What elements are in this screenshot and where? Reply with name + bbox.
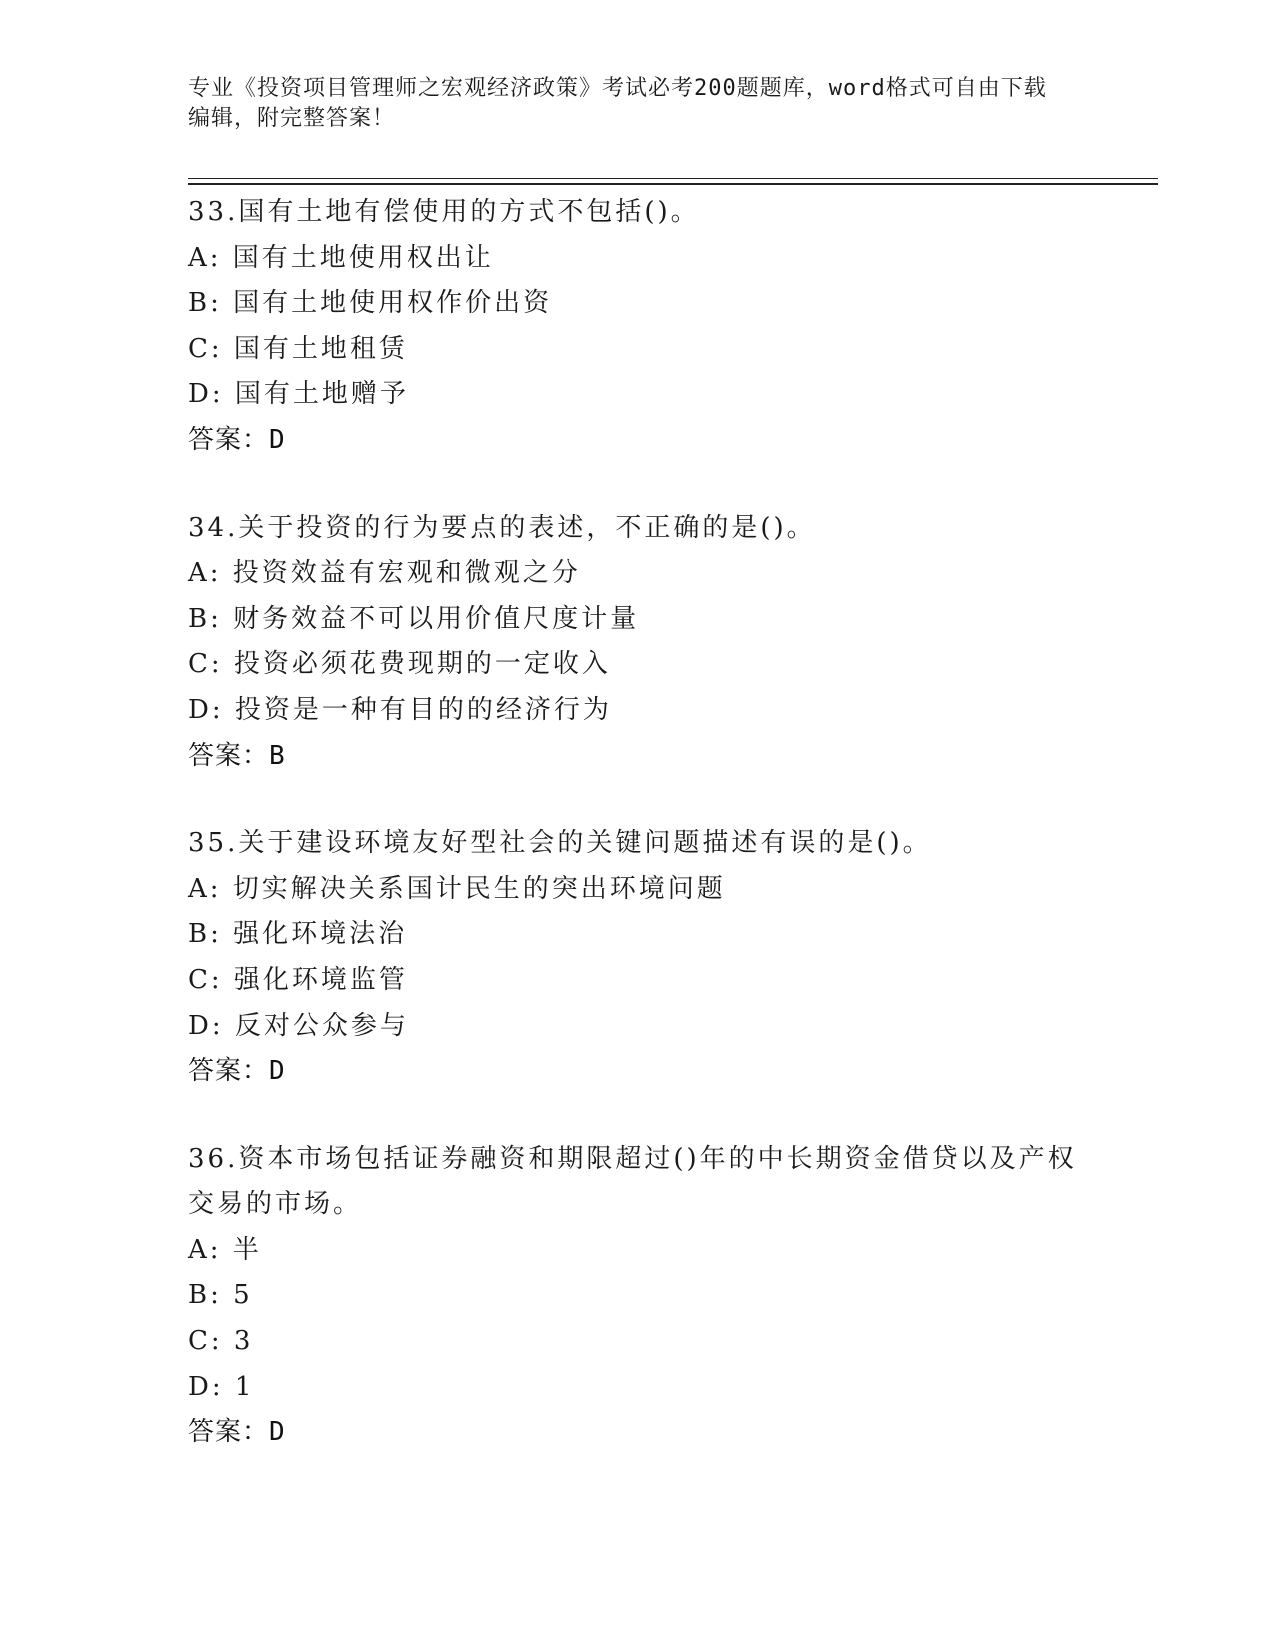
option-a: A: 投资效益有宏观和微观之分 <box>188 558 581 589</box>
option-d: D: 1 <box>188 1371 255 1402</box>
option-a: A: 国有土地使用权出让 <box>188 242 494 273</box>
option-a: A: 切实解决关系国计民生的突出环境问题 <box>188 873 726 904</box>
document-intro: 专业《投资项目管理师之宏观经济政策》考试必考200题题库，word格式可自由下载编辑，附完整答案！ <box>188 76 1047 131</box>
question-list <box>188 190 1088 1498</box>
option-b: B: 5 <box>188 1280 253 1311</box>
answer-label: 答案： <box>188 1417 270 1448</box>
question-stem: 36.资本市场包括证券融资和期限超过()年的中长期资金借贷以及产权交易的市场。 <box>188 1143 1077 1220</box>
option-d: D: 国有土地赠予 <box>188 379 409 410</box>
answer-value: B <box>269 740 286 771</box>
option-d: D: 反对公众参与 <box>188 1010 409 1041</box>
answer-line <box>188 1049 1088 1095</box>
question-stem: 33.国有土地有偿使用的方式不包括()。 <box>188 197 700 227</box>
option-b: B: 财务效益不可以用价值尺度计量 <box>188 603 640 634</box>
option-b: B: 强化环境法治 <box>188 919 408 950</box>
answer-value: D <box>269 424 286 455</box>
option-d: D: 投资是一种有目的的经济行为 <box>188 694 612 725</box>
question-stem: 34.关于投资的行为要点的表述，不正确的是()。 <box>188 512 816 543</box>
answer-value: D <box>269 1056 286 1087</box>
question-33 <box>188 190 1088 464</box>
question-stem: 35.关于建设环境友好型社会的关键问题描述有误的是()。 <box>188 828 932 859</box>
option-c: C: 投资必须花费现期的一定收入 <box>188 649 611 680</box>
header-divider-thick <box>188 183 1158 185</box>
answer-label: 答案： <box>188 1056 270 1087</box>
option-b: B: 国有土地使用权作价出资 <box>188 288 553 319</box>
question-34 <box>188 506 1088 780</box>
option-c: C: 3 <box>188 1326 254 1357</box>
answer-line <box>188 734 1088 780</box>
answer-value: D <box>269 1417 286 1448</box>
answer-line <box>188 418 1088 464</box>
option-a: A: 半 <box>188 1234 262 1265</box>
answer-label: 答案： <box>188 424 270 455</box>
option-c: C: 国有土地租赁 <box>188 333 408 364</box>
answer-label: 答案： <box>188 740 270 771</box>
option-c: C: 强化环境监管 <box>188 964 408 995</box>
answer-line <box>188 1410 1088 1456</box>
question-36 <box>188 1137 1088 1456</box>
header-divider-thin <box>188 178 1158 179</box>
question-35 <box>188 821 1088 1095</box>
